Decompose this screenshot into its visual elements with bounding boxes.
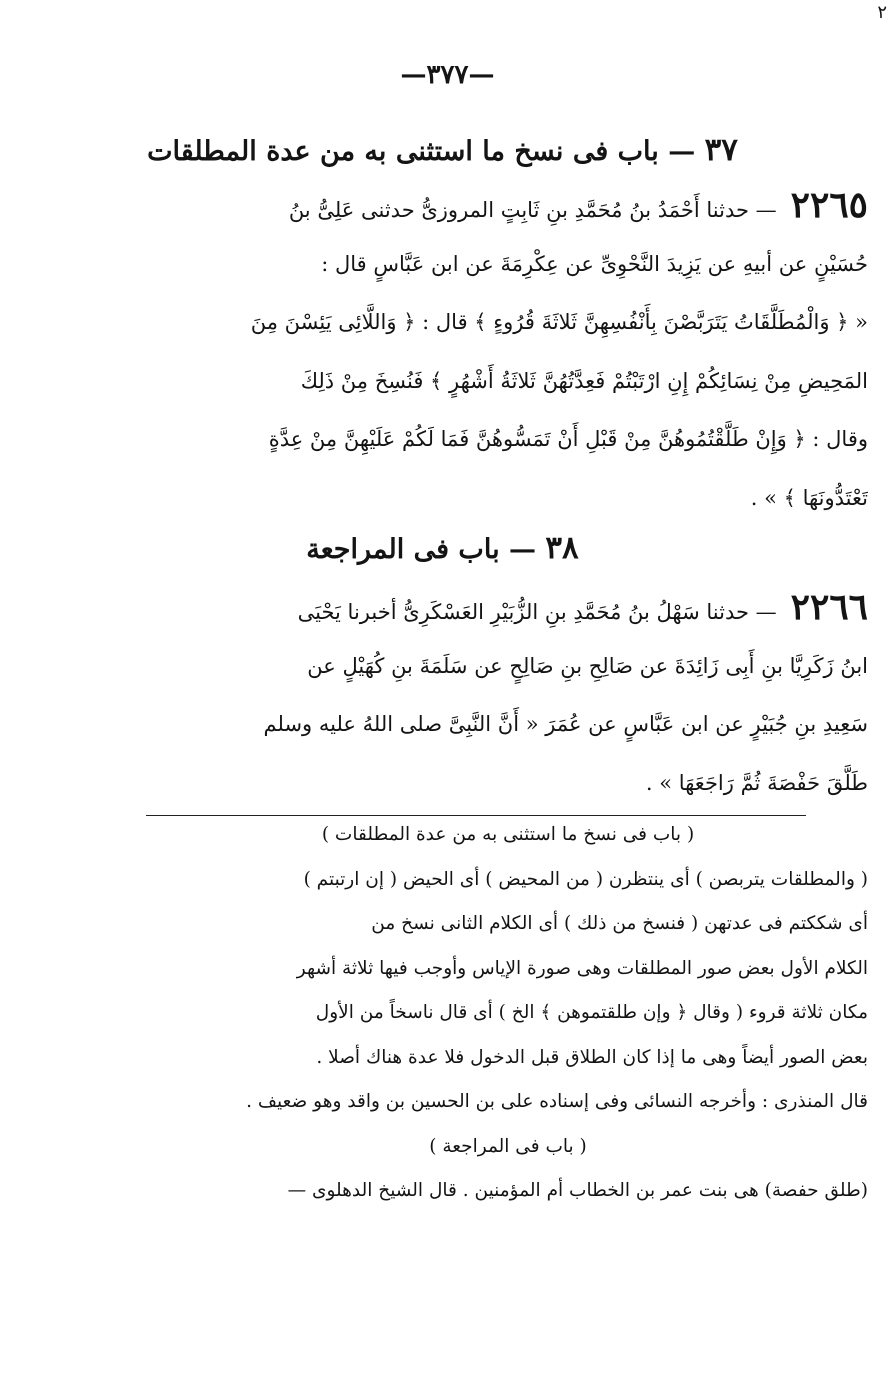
hadith-number: ٢٢٦٥ bbox=[790, 184, 868, 226]
commentary-line: ( والمطلقات يتربصن ) أى ينتظرن ( من المحيض ) أى الحيض ( إن ارتبتم ) bbox=[303, 868, 868, 890]
section-dash: — bbox=[499, 534, 536, 565]
hadith-text: — حدثنا أَحْمَدُ بنُ مُحَمَّدِ بنِ ثَابِتٍ المروزىُّ حدثنى عَلِىُّ بنُ bbox=[288, 198, 777, 222]
commentary-heading: ( باب فى المراجعة ) bbox=[429, 1135, 587, 1157]
commentary-line: الكلام الأول بعض صور المطلقات وهى صورة الإياس وأوجب فيها ثلاثة أشهر bbox=[296, 957, 868, 979]
commentary-line: بعض الصور أيضاً وهى ما إذا كان الطلاق قبل الدخول فلا عدة هناك أصلا . bbox=[316, 1046, 868, 1068]
section-title: باب فى المراجعة bbox=[306, 534, 500, 565]
hadith-line bbox=[148, 176, 868, 235]
hadith-text: — حدثنا سَهْلُ بنُ مُحَمَّدِ بنِ الزُّبَيْرِ العَسْكَرِىُّ أخبرنا يَحْيَى bbox=[297, 600, 777, 624]
commentary bbox=[148, 813, 868, 1214]
hadith-2265 bbox=[148, 176, 868, 527]
page-number: —٣٧٧— bbox=[400, 60, 495, 90]
section-title: باب فى نسخ ما استثنى به من عدة المطلقات bbox=[147, 136, 659, 167]
commentary-line: أى شككتم فى عدتهن ( فنسخ من ذلك ) أى الكلام الثانى نسخ من bbox=[371, 913, 868, 934]
hadith-line: حُسَيْنٍ عن أبيهِ عن يَزِيدَ النَّحْوِىِّ عن عِكْرِمَةَ عن ابن عَبَّاسٍ قال : bbox=[321, 251, 868, 276]
section-number: ٣٧ bbox=[704, 132, 738, 168]
commentary-line: (طلق حفصة) هى بنت عمر بن الخطاب أم المؤمنين . قال الشيخ الدهلوى — bbox=[287, 1180, 868, 1201]
hadith-line bbox=[148, 578, 868, 637]
section-dash: — bbox=[658, 136, 696, 167]
hadith-line: « ﴿ وَالْمُطَلَّقَاتُ يَتَرَبَّصْنَ بِأَنْفُسِهِنَّ ثَلاثَةَ قُرُوءٍ ﴾ قال : ﴿ وَاللَّائِى يَئِسْنَ مِنَ bbox=[250, 310, 868, 334]
section-37-heading bbox=[140, 130, 745, 172]
hadith-line: طَلَّقَ حَفْصَةَ ثُمَّ رَاجَعَهَا » . bbox=[645, 770, 868, 795]
commentary-heading: ( باب فى نسخ ما استثنى به من عدة المطلقات ) bbox=[321, 824, 695, 845]
commentary-line: مكان ثلاثة قروء ( وقال ﴿ وإن طلقتموهن ﴾ الخ ) أى قال ناسخاً من الأول bbox=[315, 1002, 868, 1023]
hadith-line: ابنُ زَكَرِيَّا بنِ أَبِى زَائِدَةَ عن صَالِحِ بنِ صَالِحٍ عن سَلَمَةَ بنِ كُهَيْلٍ عن bbox=[307, 653, 868, 678]
hadith-line: وقال : ﴿ وَإِنْ طَلَّقْتُمُوهُنَّ مِنْ قَبْلِ أَنْ تَمَسُّوهُنَّ فَمَا لَكُمْ عَلَيْهِنَّ مِنْ عِدَّةٍ bbox=[268, 427, 868, 451]
hadith-line: سَعِيدِ بنِ جُبَيْرٍ عن ابن عَبَّاسٍ عن عُمَرَ « أَنَّ النَّبِىَّ صلى اللهُ عليه وسلم bbox=[263, 712, 868, 736]
hadith-number: ٢٢٦٦ bbox=[790, 586, 868, 628]
section-number: ٣٨ bbox=[545, 530, 579, 566]
hadith-2266 bbox=[148, 578, 868, 812]
corner-mark: ٢ bbox=[877, 2, 887, 23]
hadith-line: تَعْتَدُّونَهَا ﴾ » . bbox=[750, 485, 868, 510]
section-38-heading bbox=[140, 528, 745, 570]
hadith-line: المَحِيضِ مِنْ نِسَائِكُمْ إِنِ ارْتَبْتُمْ فَعِدَّتُهُنَّ ثَلاثَةُ أَشْهُرٍ ﴾ فَنُسِخَ مِنْ ذَلِكَ bbox=[300, 368, 868, 393]
commentary-line: قال المنذرى : وأخرجه النسائى وفى إسناده على بن الحسين بن واقد وهو ضعيف . bbox=[246, 1091, 868, 1112]
